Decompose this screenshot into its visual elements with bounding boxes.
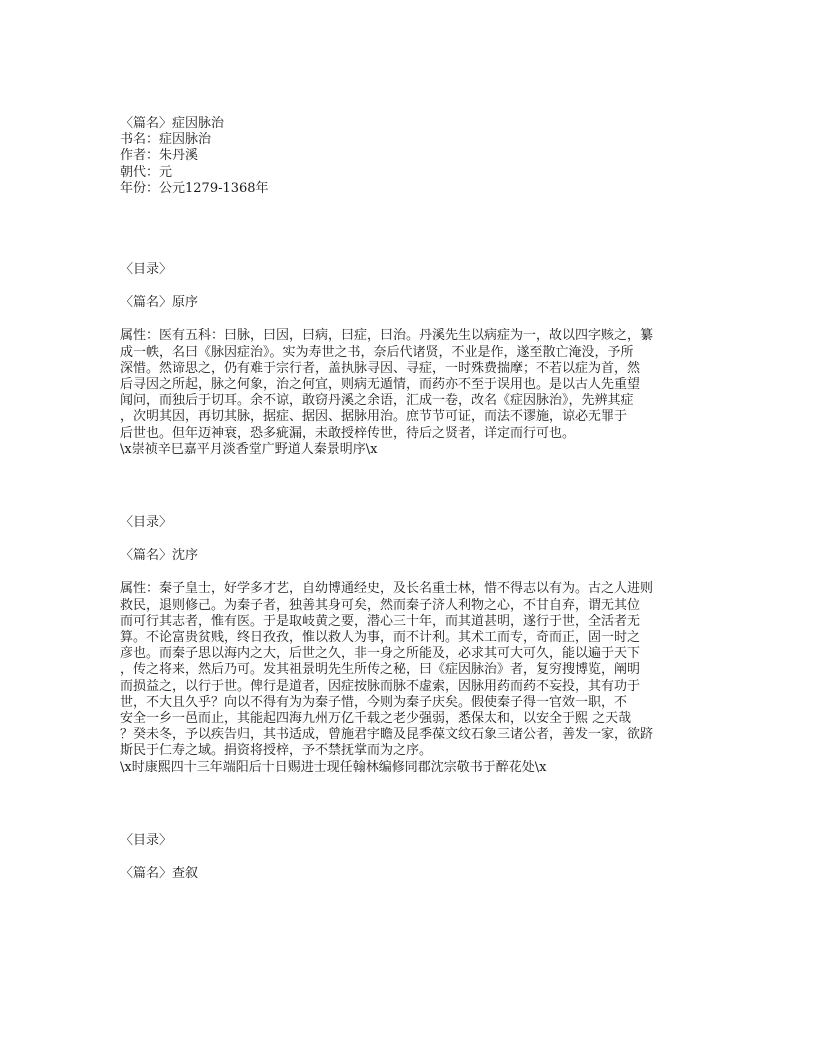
body-line: ？癸未冬，予以疾告归，其书适成，曾施君宇瞻及昆季葆文纹石象三诸公者，善发一家，欲跻 <box>120 727 654 743</box>
body-line: ，次明其因，再切其脉，据症、据因、据脉用治。庶节节可证，而法不谬施，谅必无罪于 <box>120 409 628 425</box>
author: 作者：朱丹溪 <box>120 148 199 164</box>
toc-marker: 〈目录〉 <box>120 262 173 278</box>
preface-signature: \x崇祯辛巳嘉平月淡香堂广野道人秦景明序\x <box>120 441 378 457</box>
preface-signature: \x时康熙四十三年端阳后十日赐进士现任翰林编修同郡沈宗敬书于醉花处\x <box>120 759 547 775</box>
chapter-title: 〈篇名〉症因脉治 <box>120 116 225 131</box>
body-line: 后世也。但年迈神衰，恐多疵漏，未敢授梓传世，待后之贤者，详定而行可也。 <box>120 425 576 441</box>
body-line: 而可行其志者，惟有医。于是取岐黄之要，潜心三十年，而其道甚明，遂行于世，全活者无 <box>120 613 641 629</box>
body-line: 安全一乡一邑而止，其能起四海九州万亿千载之老少强弱，悉保太和，以安全于熙 之天哉 <box>120 711 632 727</box>
year-range: 年份：公元1279-1368年 <box>120 180 269 196</box>
body-line: 属性：秦子皇士，好学多才艺，自幼博通经史，及长名重士林，惜不得志以有为。古之人进则 <box>120 581 654 597</box>
body-line: 后寻因之所起，脉之何象，治之何宜，则病无遁情，而药亦不至于误用也。是以古人先重望 <box>120 377 641 393</box>
book-name: 书名：症因脉治 <box>120 132 212 148</box>
body-line: ，传之将来，然后乃可。发其祖景明先生所传之秘，曰《症因脉治》者，复穷搜博览，阐明 <box>120 662 641 678</box>
preface-body <box>120 581 705 775</box>
section-title: 〈篇名〉沈序 <box>120 548 199 564</box>
document-page <box>120 116 705 882</box>
dynasty: 朝代：元 <box>120 164 173 180</box>
toc-marker: 〈目录〉 <box>120 515 173 531</box>
section-title: 〈篇名〉原序 <box>120 295 199 311</box>
body-line: 彦也。而秦子思以海内之大，后世之久，非一身之所能及，必求其可大可久，能以遍于天下 <box>120 646 641 662</box>
body-line: 闻问，而独后于切耳。余不谅，敢窃丹溪之余语，汇成一卷，改名《症因脉治》，先辨其症 <box>120 393 634 409</box>
body-line: 算。不论富贵贫贱，终日孜孜，惟以救人为事，而不计利。其术工而专，奇而正，固一时之 <box>120 630 641 646</box>
body-line: 斯民于仁寿之域。捐资将授梓，予不禁抚掌而为之序。 <box>120 743 433 759</box>
body-line: 世，不大且久乎？向以不得有为为秦子惜，今则为秦子庆矣。假使秦子得一官效一职，不 <box>120 694 628 710</box>
toc-marker: 〈目录〉 <box>120 832 173 848</box>
document-header <box>120 116 705 197</box>
body-line: 而损益之，以行于世。俾行是道者，因症按脉而脉不虚索，因脉用药而药不妄投，其有功于 <box>120 678 641 694</box>
section-title: 〈篇名〉查叙 <box>120 866 199 882</box>
section-shen-xu <box>120 515 705 776</box>
body-line: 深惜。然谛思之，仍有难于宗行者，盖执脉寻因、寻症，一时殊费揣摩；不若以症为首，然 <box>120 360 641 376</box>
body-line: 救民，退则修己。为秦子者，独善其身可矣，然而秦子济人利物之心，不甘自弃，谓无其位 <box>120 597 641 613</box>
section-yuan-xu <box>120 262 705 458</box>
section-cha-xu <box>120 833 705 882</box>
body-line: 属性：医有五科：曰脉，曰因，曰病，曰症，曰治。丹溪先生以病症为一，故以四字赅之，纂 <box>120 328 654 344</box>
body-line: 成一帙，名曰《脉因症治》。实为寿世之书，奈后代诸贤，不业是作，遂至散亡淹没，予所 <box>120 344 634 360</box>
preface-body <box>120 328 705 458</box>
